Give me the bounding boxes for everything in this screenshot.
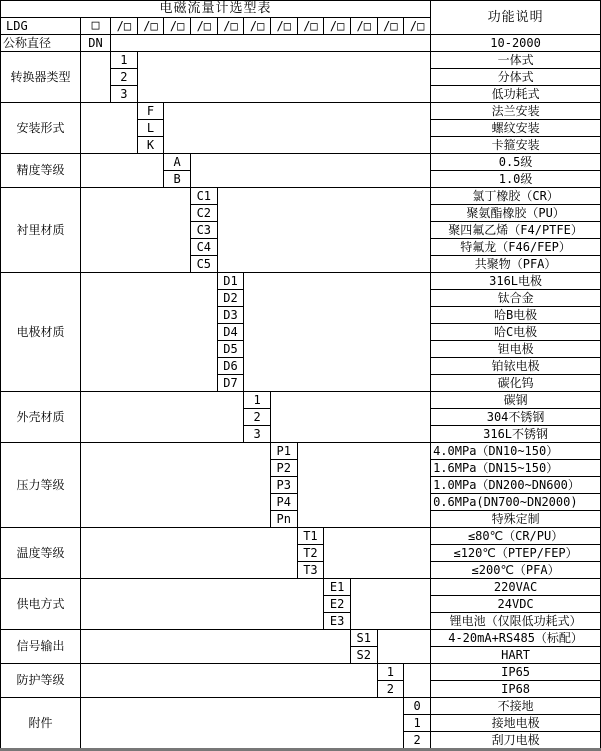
- empty-cell: [377, 630, 431, 664]
- empty-cell: [81, 443, 271, 528]
- model-box-first: □: [81, 18, 111, 35]
- code-cell: C5: [190, 256, 217, 273]
- code-cell: K: [137, 137, 164, 154]
- model-box-cell: /□: [270, 18, 297, 35]
- function-cell: 316L不锈钢: [431, 426, 601, 443]
- code-cell: 2: [404, 732, 431, 750]
- empty-cell: [137, 52, 430, 103]
- category-label: 附件: [1, 698, 81, 750]
- table-row: [1, 52, 601, 69]
- model-box-cell: /□: [377, 18, 404, 35]
- code-cell: T3: [297, 562, 324, 579]
- code-cell: B: [164, 171, 191, 188]
- code-cell: P4: [270, 494, 297, 511]
- function-cell: 法兰安装: [431, 103, 601, 120]
- empty-cell: [270, 392, 430, 443]
- table-row: [1, 103, 601, 120]
- code-cell: T1: [297, 528, 324, 545]
- function-cell: 聚氨酯橡胶（PU）: [431, 205, 601, 222]
- model-box-cell: /□: [111, 18, 138, 35]
- function-cell: 特殊定制: [431, 511, 601, 528]
- function-cell: 1.0MPa（DN200~DN600）: [431, 477, 601, 494]
- function-cell: 钽电极: [431, 341, 601, 358]
- function-cell: 哈C电极: [431, 324, 601, 341]
- table-row: [1, 188, 601, 205]
- model-box-cell: /□: [404, 18, 431, 35]
- function-cell: 24VDC: [431, 596, 601, 613]
- empty-cell: [190, 154, 430, 188]
- code-cell: 1: [244, 392, 271, 409]
- code-cell: D4: [217, 324, 244, 341]
- function-column-header: 功能说明: [431, 1, 601, 35]
- model-box-cell: /□: [137, 18, 164, 35]
- code-cell: S1: [350, 630, 377, 647]
- category-label: 安装形式: [1, 103, 81, 154]
- function-cell: 1.6MPa（DN15~150）: [431, 460, 601, 477]
- code-cell: DN: [81, 35, 111, 52]
- code-cell: 1: [404, 715, 431, 732]
- model-box-cell: /□: [164, 18, 191, 35]
- code-cell: P2: [270, 460, 297, 477]
- table-row: [1, 154, 601, 171]
- code-cell: 1: [111, 52, 138, 69]
- empty-cell: [81, 273, 218, 392]
- empty-cell: [324, 528, 431, 579]
- function-cell: 不接地: [431, 698, 601, 715]
- code-cell: E2: [324, 596, 351, 613]
- model-box-cell: /□: [190, 18, 217, 35]
- model-box-cell: /□: [297, 18, 324, 35]
- model-prefix: LDG: [1, 18, 81, 35]
- empty-cell: [111, 35, 431, 52]
- code-cell: 2: [111, 69, 138, 86]
- function-cell: 分体式: [431, 69, 601, 86]
- function-cell: 聚四氟乙烯（F4/PTFE）: [431, 222, 601, 239]
- function-cell: HART: [431, 647, 601, 664]
- code-cell: 3: [111, 86, 138, 103]
- code-cell: L: [137, 120, 164, 137]
- empty-cell: [81, 103, 138, 154]
- empty-cell: [297, 443, 430, 528]
- empty-cell: [81, 698, 404, 750]
- empty-cell: [350, 579, 430, 630]
- category-label: 压力等级: [1, 443, 81, 528]
- model-box-cell: /□: [217, 18, 244, 35]
- function-cell: 接地电极: [431, 715, 601, 732]
- function-cell: 0.6MPa(DN700~DN2000): [431, 494, 601, 511]
- empty-cell: [81, 52, 111, 103]
- category-label: 公称直径: [1, 35, 81, 52]
- code-cell: C4: [190, 239, 217, 256]
- category-label: 防护等级: [1, 664, 81, 698]
- function-cell: 螺纹安装: [431, 120, 601, 137]
- code-cell: F: [137, 103, 164, 120]
- code-cell: 2: [377, 681, 404, 698]
- function-cell: 316L电极: [431, 273, 601, 290]
- table-row: [1, 392, 601, 409]
- function-cell: 一体式: [431, 52, 601, 69]
- function-cell: ≤200℃（PFA）: [431, 562, 601, 579]
- empty-cell: [81, 630, 351, 664]
- empty-cell: [217, 188, 430, 273]
- function-cell: 锂电池（仅限低功耗式）: [431, 613, 601, 630]
- empty-cell: [81, 528, 298, 579]
- code-cell: C3: [190, 222, 217, 239]
- function-cell: 1.0级: [431, 171, 601, 188]
- function-cell: 低功耗式: [431, 86, 601, 103]
- function-cell: 304不锈钢: [431, 409, 601, 426]
- function-cell: IP68: [431, 681, 601, 698]
- code-cell: A: [164, 154, 191, 171]
- category-label: 精度等级: [1, 154, 81, 188]
- code-cell: 1: [377, 664, 404, 681]
- function-cell: 10-2000: [431, 35, 601, 52]
- table-row: [1, 630, 601, 647]
- function-cell: ≤80℃（CR/PU）: [431, 528, 601, 545]
- empty-cell: [81, 579, 324, 630]
- code-cell: E3: [324, 613, 351, 630]
- function-cell: 刮刀电极: [431, 732, 601, 750]
- code-cell: C2: [190, 205, 217, 222]
- empty-cell: [244, 273, 431, 392]
- function-cell: 氯丁橡胶（CR）: [431, 188, 601, 205]
- code-cell: 2: [244, 409, 271, 426]
- function-cell: 卡箍安装: [431, 137, 601, 154]
- category-label: 外壳材质: [1, 392, 81, 443]
- code-cell: D3: [217, 307, 244, 324]
- title-row: [1, 1, 601, 18]
- empty-cell: [164, 103, 431, 154]
- category-label: 衬里材质: [1, 188, 81, 273]
- code-cell: S2: [350, 647, 377, 664]
- code-cell: Pn: [270, 511, 297, 528]
- category-label: 转换器类型: [1, 52, 81, 103]
- table-row: [1, 273, 601, 290]
- category-label: 电极材质: [1, 273, 81, 392]
- code-cell: P1: [270, 443, 297, 460]
- function-cell: 特氟龙（F46/FEP）: [431, 239, 601, 256]
- code-cell: D2: [217, 290, 244, 307]
- empty-cell: [81, 392, 244, 443]
- function-cell: 碳钢: [431, 392, 601, 409]
- code-cell: 0: [404, 698, 431, 715]
- function-cell: 4.0MPa（DN10~150）: [431, 443, 601, 460]
- table-row: [1, 579, 601, 596]
- model-box-cell: /□: [244, 18, 271, 35]
- model-box-cell: /□: [324, 18, 351, 35]
- code-cell: C1: [190, 188, 217, 205]
- code-cell: 3: [244, 426, 271, 443]
- function-cell: 0.5级: [431, 154, 601, 171]
- function-cell: 铂铱电极: [431, 358, 601, 375]
- code-cell: D1: [217, 273, 244, 290]
- category-label: 温度等级: [1, 528, 81, 579]
- table-row: [1, 35, 601, 52]
- model-box-cell: /□: [350, 18, 377, 35]
- code-cell: E1: [324, 579, 351, 596]
- empty-cell: [404, 664, 431, 698]
- code-cell: T2: [297, 545, 324, 562]
- empty-cell: [81, 188, 191, 273]
- code-cell: D5: [217, 341, 244, 358]
- table-row: [1, 664, 601, 681]
- function-cell: 碳化钨: [431, 375, 601, 392]
- function-cell: 4-20mA+RS485（标配）: [431, 630, 601, 647]
- empty-cell: [81, 154, 164, 188]
- code-cell: P3: [270, 477, 297, 494]
- category-label: 供电方式: [1, 579, 81, 630]
- page-title: 电磁流量计选型表: [1, 1, 431, 18]
- function-cell: 钛合金: [431, 290, 601, 307]
- empty-cell: [81, 664, 378, 698]
- function-cell: IP65: [431, 664, 601, 681]
- function-cell: 220VAC: [431, 579, 601, 596]
- table-row: [1, 528, 601, 545]
- code-cell: D7: [217, 375, 244, 392]
- function-cell: 共聚物（PFA）: [431, 256, 601, 273]
- function-cell: 哈B电极: [431, 307, 601, 324]
- code-cell: D6: [217, 358, 244, 375]
- table-row: [1, 698, 601, 715]
- table-row: [1, 443, 601, 460]
- category-label: 信号输出: [1, 630, 81, 664]
- function-cell: ≤120℃（PTEP/FEP）: [431, 545, 601, 562]
